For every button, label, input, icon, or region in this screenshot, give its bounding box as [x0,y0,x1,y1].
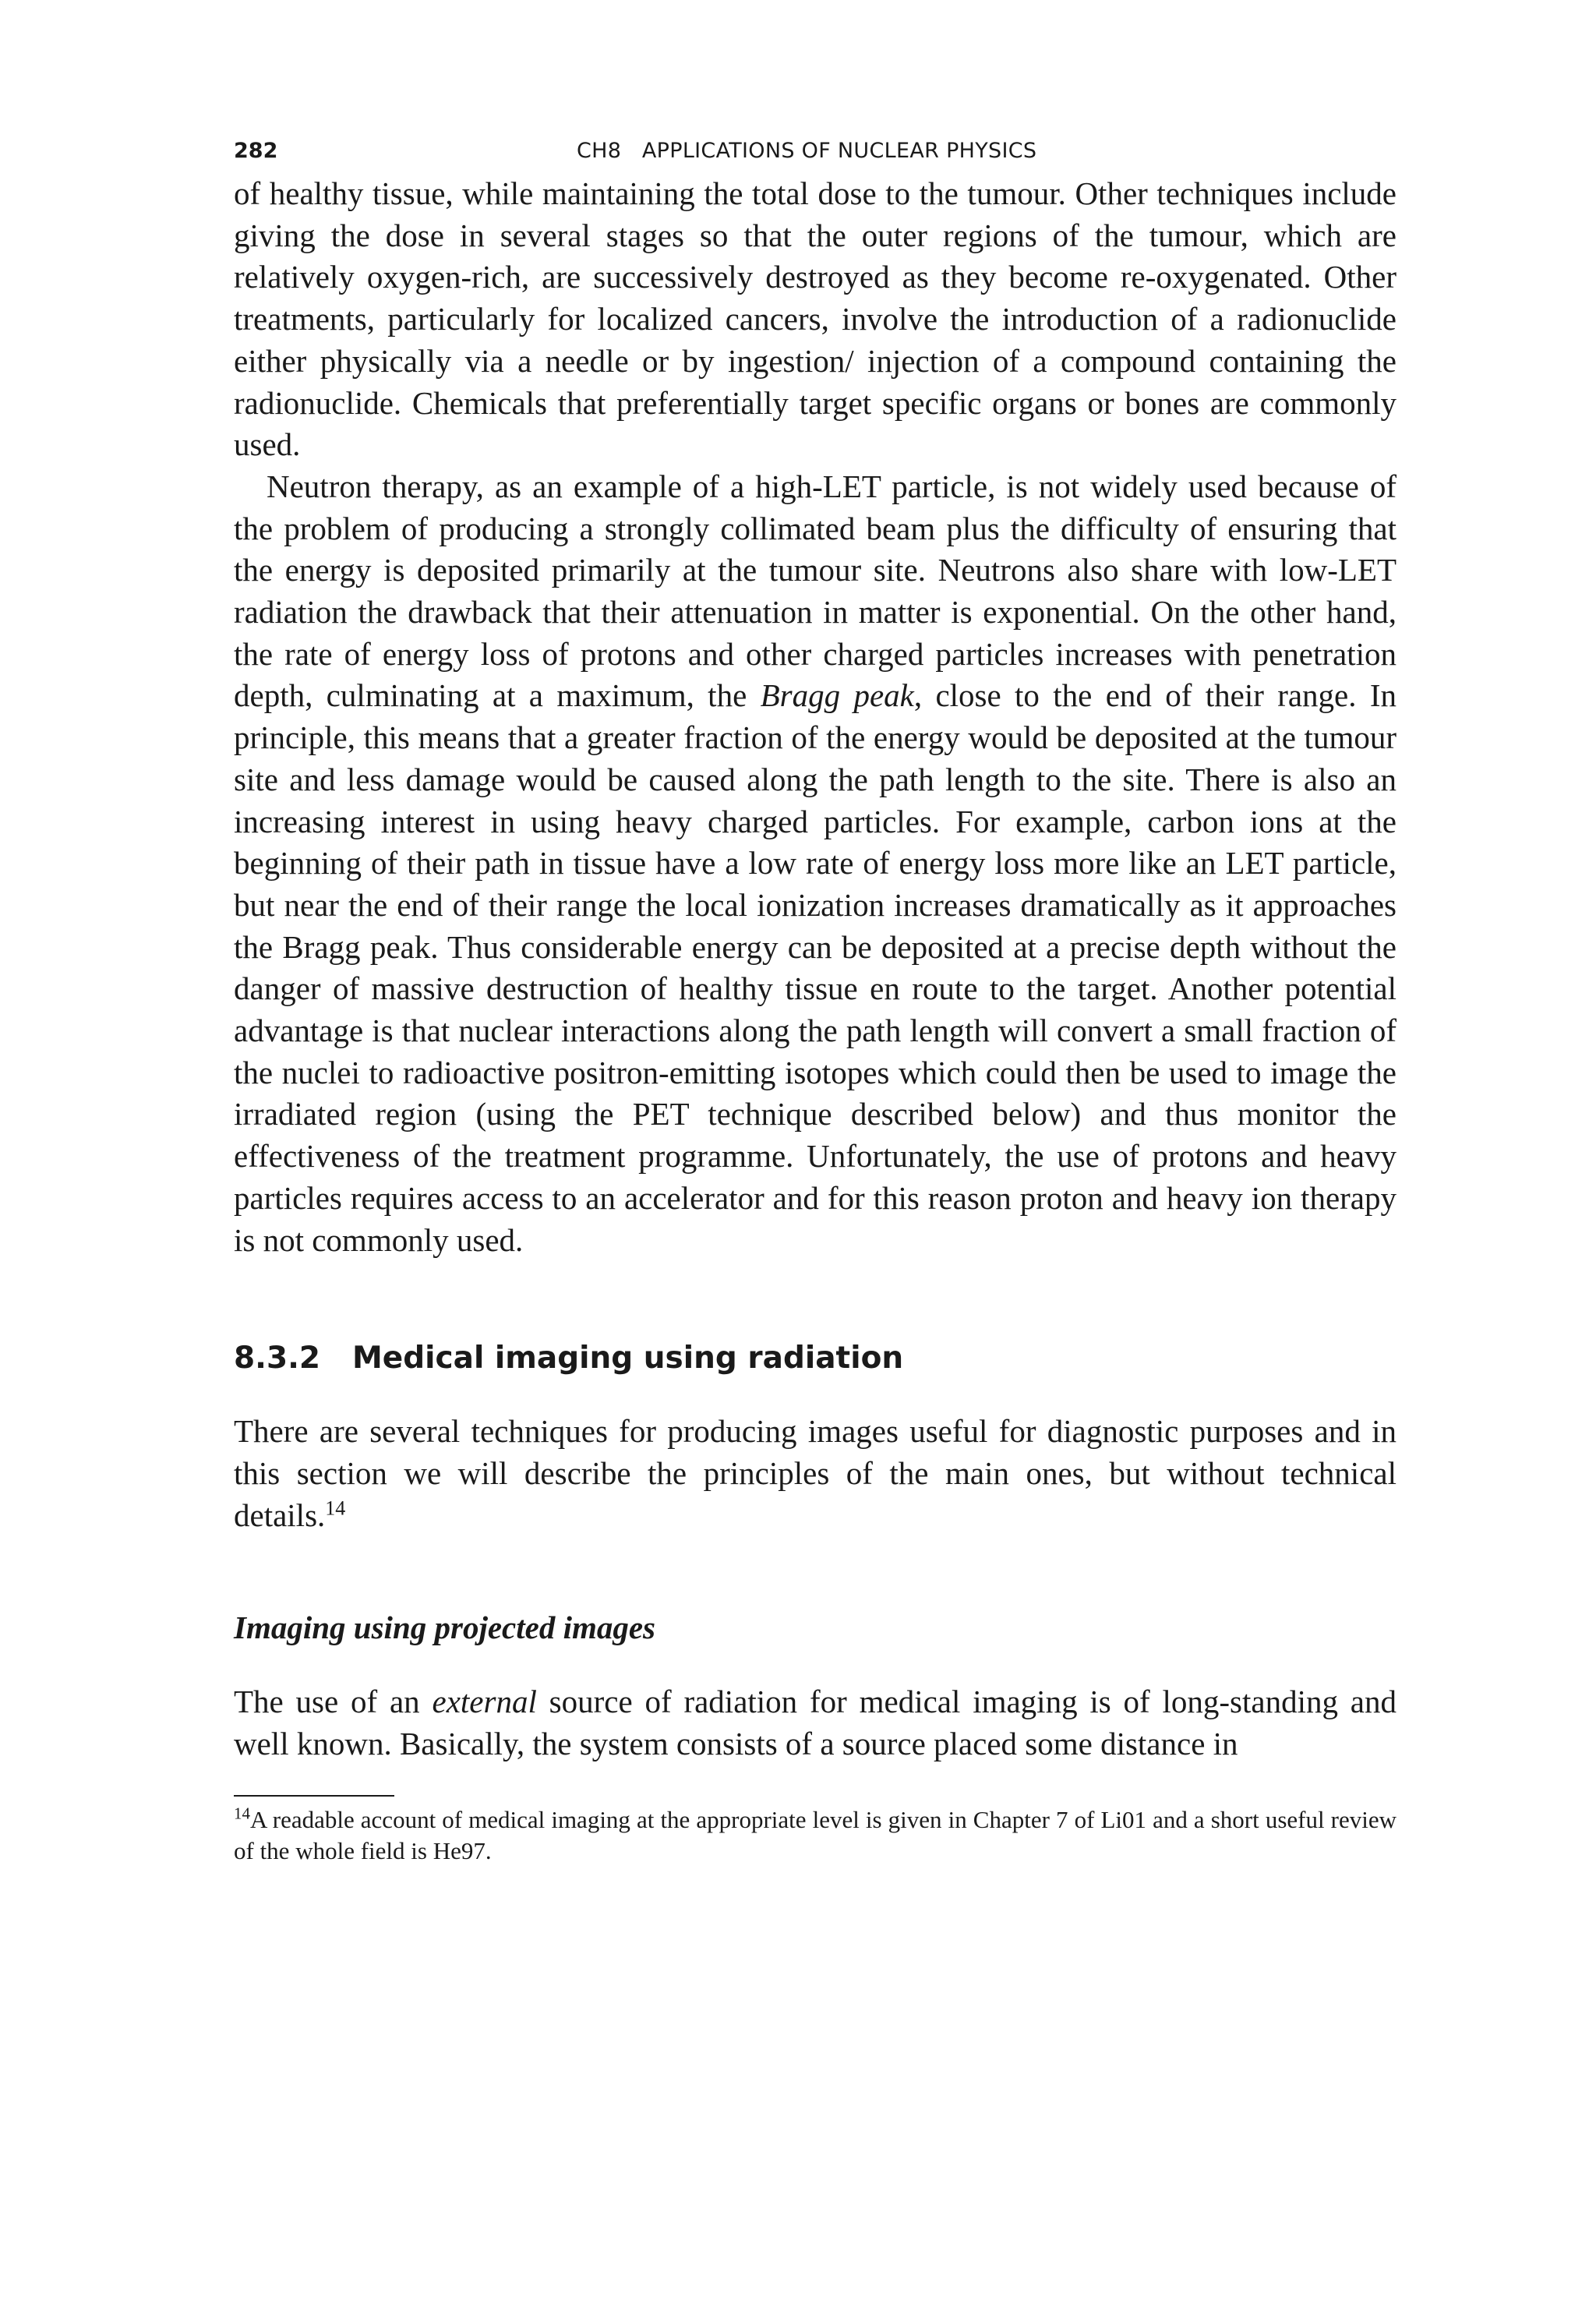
term-bragg-peak: Bragg peak [760,677,914,714]
paragraph-text: , close to the end of their range. In principle, this means that a greater fraction of the energy would be deposited at the tumour site and less damage would be caused along the path length to the site. There is also an increasing interest in using heavy charged particles. For example, carbon ions at the beginning of their path in tissue have a low rate of energy loss more like an LET particle, but near the end of their range the local ionization increases dramatically as it approaches the Bragg peak. Thus considerable energy can be deposited at a precise depth without the danger of massive destruction of healthy tissue en route to the target. Another potential advantage is that nuclear interactions along the path length will convert a small fraction of the nuclei to radioactive positron-emitting isotopes which could then be used to image the irradiated region (using the PET technique described below) and thus monitor the effectiveness of the treatment programme. Unfortunately, the use of protons and heavy particles requires access to an accelerator and for this reason proton and heavy ion therapy is not commonly used. [234,677,1397,1258]
footnote-reference[interactable]: 14 [325,1496,346,1520]
paragraph-tumour-dose: of healthy tissue, while maintaining the total dose to the tumour. Other techniques include giving the dose in several stages so that the outer regions of the tumour, which are relatively oxygen-rich, are successively destroyed as they become re-oxygenated. Other treatments, particularly for localized cancers, involve the introduction of a radionuclide either physically via a needle or by ingestion/ injection of a compound containing the radionuclide. Chemicals that preferentially target specific organs or bones are commonly used. [234,175,1396,463]
section-title: Medical imaging using radiation [352,1341,904,1376]
section-number: 8.3.2 [234,1341,321,1376]
footnote-divider [234,1795,394,1797]
paragraph-text: Neutron therapy, as an example of a high-LET particle, is not widely used because of the problem of producing a strongly collimated beam plus the difficulty of ensuring that the energy is deposited primarily at the tumour site. Neutrons also share with low-LET radiation the drawback that their attenuation in matter is exponential. On the other hand, the rate of energy loss of protons and other charged particles increases with penetration depth, culminating at a maximum, the [234,468,1396,714]
section-heading [234,1337,1396,1380]
body-text [234,173,1396,1765]
paragraph-neutron-therapy [234,466,1396,1261]
page-number: 282 [234,139,278,163]
term-external: external [432,1684,537,1720]
paragraph-text: source of radiation for medical imaging is of long-standing and well known. Basically, the system consists of a source placed some distance in [234,1684,1396,1762]
footnote [234,1804,1396,1867]
book-page [234,125,1396,1867]
paragraph-text: There are several techniques for producing images useful for diagnostic purposes and in this section we will describe the principles of the main ones, but without technical details. [234,1413,1396,1533]
paragraph-external-source [234,1681,1396,1765]
paragraph-imaging-intro [234,1411,1396,1536]
running-head [234,125,1396,171]
footnote-marker: 14 [234,1804,250,1823]
footnote-text: A readable account of medical imaging at the appropriate level is given in Chapter 7 of Li01 and a short useful review of the whole field is He97. [234,1805,1396,1864]
subsection-heading: Imaging using projected images [234,1610,656,1646]
paragraph-text: The use of an [234,1684,433,1720]
running-title: CH8 APPLICATIONS OF NUCLEAR PHYSICS [577,139,1037,163]
